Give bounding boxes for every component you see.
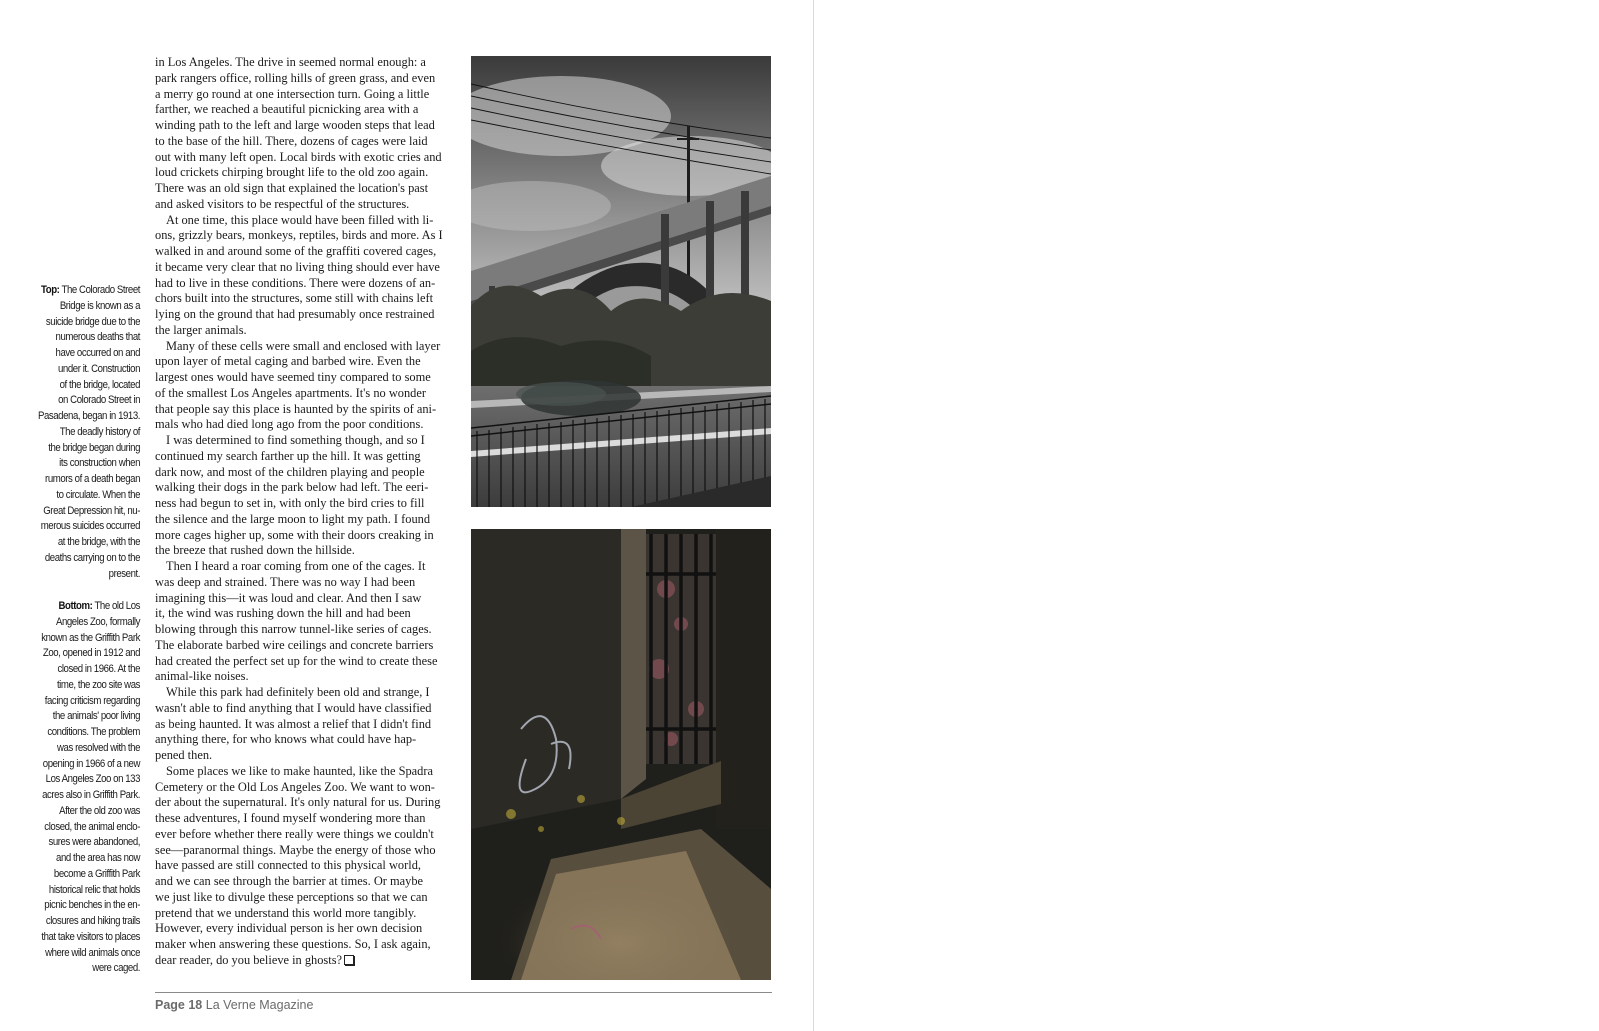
caption-top-line: present.	[108, 567, 140, 580]
caption-top-label: Top:	[41, 284, 60, 296]
caption-bottom-line: and the area has now	[56, 852, 140, 864]
article-line: ness had begun to set in, with only the bird cries to fill	[155, 496, 425, 510]
article-line: see—paranormal things. Maybe the energy of those who	[155, 842, 436, 857]
article-line: upon layer of metal caging and barbed wire. Even the	[155, 354, 421, 369]
caption-bottom-line: facing criticism regarding	[44, 694, 140, 707]
article-line: in Los Angeles. The drive in seemed normal enough: a	[155, 55, 426, 69]
article-line: of the smallest Los Angeles apartments. It's no wonder	[155, 385, 426, 400]
article-line: While this park had definitely been old and strange, I	[166, 685, 430, 699]
caption-bottom-line: closures and hiking trails	[45, 915, 140, 927]
article-line: Cemetery or the Old Los Angeles Zoo. We want to won-	[155, 779, 435, 794]
caption-top	[35, 283, 140, 582]
article-line: animal-like noises.	[155, 669, 249, 684]
caption-top-line: to circulate. When the	[56, 488, 140, 501]
caption-bottom-line: picnic benches in the en-	[44, 899, 140, 912]
caption-bottom-line: time, the zoo site was	[56, 678, 141, 691]
article-line: pretend that we understand this world more tangibly.	[155, 905, 417, 920]
article-line: blowing through this narrow tunnel-like series of cages.	[155, 622, 432, 636]
caption-bottom-line: where wild animals once	[45, 946, 140, 959]
article-line: as being haunted. It was almost a relief that I didn't find	[155, 716, 432, 731]
caption-top-line: numerous deaths that	[55, 331, 140, 344]
article-line: the breeze that rushed down the hillside.	[155, 543, 355, 558]
caption-top-line: Bridge is known as a	[59, 299, 141, 312]
article-line: and asked visitors to be respectful of the structures.	[155, 196, 410, 211]
caption-top-line: of the bridge, located	[59, 378, 140, 391]
caption-top-lines	[35, 283, 140, 582]
end-of-story-icon	[344, 955, 354, 965]
caption-top-line: merous suicides occurred	[40, 520, 140, 533]
caption-bottom-line: historical relic that holds	[48, 883, 140, 896]
article-paragraph	[155, 685, 458, 764]
article-line: There was an old sign that explained the location's past	[155, 181, 429, 195]
caption-top-line: Great Depression hit, nu-	[43, 504, 140, 517]
caption-top-line: have occurred on and	[55, 347, 140, 359]
article-line: However, every individual person is her own decision	[155, 921, 423, 936]
caption-bottom-line: Angeles Zoo, formally	[55, 615, 141, 628]
article-line: to the base of the hill. There, dozens of cages were laid	[155, 133, 428, 148]
article-line: pened then.	[155, 748, 213, 762]
article-line: and we can see through the barrier at times. Or maybe	[155, 874, 424, 888]
article-line: have passed are still connected to this physical world,	[155, 858, 421, 873]
caption-top-line: rumors of a death began	[45, 473, 140, 485]
article-line: lying on the ground that had presumably once restrained	[155, 307, 435, 321]
article-line: I was determined to find something though, and so I	[166, 433, 425, 447]
article-line: ons, grizzly bears, monkeys, reptiles, birds and more. As I	[155, 228, 443, 243]
article-line: largest ones would have seemed tiny compared to some	[155, 370, 431, 384]
article-line: dear reader, do you believe in ghosts?	[155, 953, 458, 969]
caption-bottom-line: sures were abandoned,	[48, 836, 140, 849]
article-line: it became very clear that no living thing should ever have	[155, 259, 440, 274]
article-line: wasn't able to find anything that I would have classified	[155, 700, 432, 715]
caption-top-line: the bridge began during	[48, 441, 141, 454]
caption-bottom-line: become a Griffith Park	[53, 867, 141, 880]
caption-bottom-line: Los Angeles Zoo on 133	[45, 773, 140, 786]
caption-bottom-label: Bottom:	[58, 600, 93, 612]
article-paragraph	[155, 339, 458, 434]
article-line: out with many left open. Local birds with exotic cries and	[155, 149, 442, 164]
article-line: walking their dogs in the park below had left. The eeri-	[155, 480, 429, 495]
caption-bottom-line: closed in 1966. At the	[57, 663, 140, 675]
caption-bottom-line: acres also in Griffith Park.	[42, 789, 140, 801]
caption-top-line: deaths carrying on to the	[44, 551, 141, 564]
article-line: it, the wind was rushing down the hill and had been	[155, 606, 411, 621]
article-paragraph	[155, 433, 458, 559]
article-line: walked in and around some of the graffiti covered cages,	[155, 244, 437, 258]
article-line: was deep and strained. There was no way I had been	[155, 574, 416, 589]
caption-bottom-line: Bottom: The old Los	[58, 600, 140, 612]
caption-bottom-line: opening in 1966 of a new	[42, 757, 140, 770]
article-paragraph	[155, 55, 458, 213]
article-line: maker when answering these questions. So, I ask again,	[155, 937, 431, 951]
article-line: Some places we like to make haunted, like the Spadra	[166, 763, 434, 778]
footer-rule	[155, 992, 772, 993]
caption-top-line: Pasadena, began in 1913.	[37, 410, 140, 422]
article-line: Then I heard a roar coming from one of the cages. It	[166, 559, 426, 573]
article-paragraph	[155, 213, 458, 339]
caption-bottom-line: After the old zoo was	[59, 804, 140, 817]
article-line: continued my search farther up the hill. It was getting	[155, 448, 421, 463]
caption-top-line: The deadly history of	[59, 425, 140, 438]
caption-top-line: under it. Construction	[58, 362, 140, 375]
caption-bottom-lines	[35, 599, 140, 977]
page-gutter-divider	[813, 0, 814, 1031]
publication-name: La Verne Magazine	[202, 998, 314, 1012]
article-line: had created the perfect set up for the wind to create these	[155, 653, 438, 668]
caption-bottom	[35, 599, 140, 977]
article-line: der about the supernatural. It's only natural for us. During	[155, 795, 441, 810]
caption-top-line: on Colorado Street in	[58, 394, 140, 407]
caption-bottom-line: was resolved with the	[57, 741, 140, 754]
article-line: ever before whether there really were things we couldn't	[155, 826, 434, 841]
article-line: the silence and the large moon to light my path. I found	[155, 511, 431, 526]
caption-bottom-line: the animals' poor living	[52, 710, 140, 723]
article-line: the larger animals.	[155, 322, 247, 337]
photo-colorado-street-bridge	[471, 56, 771, 507]
caption-bottom-line: closed, the animal enclo-	[44, 820, 140, 833]
caption-top-line: Top: The Colorado Street	[41, 284, 140, 296]
caption-bottom-line: Zoo, opened in 1912 and	[42, 647, 140, 660]
article-line: we just like to divulge these perceptions so that we can	[155, 889, 428, 904]
article-paragraph	[155, 764, 458, 969]
caption-bottom-line: were caged.	[92, 962, 140, 975]
article-paragraph	[155, 559, 458, 685]
article-line: that people say this place is haunted by the spirits of ani-	[155, 401, 437, 416]
article-line: had to live in these conditions. There were dozens of an-	[155, 275, 436, 290]
article-line: dark now, and most of the children playing and people	[155, 464, 425, 479]
page-footer	[155, 998, 313, 1012]
caption-bottom-line: that take visitors to places	[41, 930, 141, 943]
page-number: Page 18	[155, 998, 203, 1012]
article-line: a merry go round at one intersection turn. Going a little	[155, 86, 430, 101]
article-line: more cages higher up, some with their doors creaking in	[155, 527, 434, 542]
article-line: imagining this—it was loud and clear. And then I saw	[155, 590, 422, 605]
article-line: farther, we reached a beautiful picnicking area with a	[155, 102, 419, 117]
article-line: chors built into the structures, some still with chains left	[155, 291, 434, 306]
photo-old-los-angeles-zoo-cage	[471, 529, 771, 980]
article-line: park rangers office, rolling hills of green grass, and even	[155, 70, 436, 85]
article-line: winding path to the left and large wooden steps that lead	[155, 118, 435, 132]
article-line: Many of these cells were small and enclosed with layer	[166, 338, 441, 353]
article-line: mals who had died long ago from the poor conditions.	[155, 417, 424, 432]
caption-top-line: its construction when	[59, 457, 140, 470]
caption-bottom-line: conditions. The problem	[47, 726, 140, 738]
caption-bottom-line: known as the Griffith Park	[41, 631, 141, 644]
caption-top-line: suicide bridge due to the	[45, 315, 140, 328]
article-line: anything there, for who knows what could have hap-	[155, 732, 417, 747]
article-line: loud crickets chirping brought life to the old zoo again.	[155, 165, 429, 180]
article-line: The elaborate barbed wire ceilings and concrete barriers	[155, 637, 434, 652]
article-line: At one time, this place would have been filled with li-	[166, 212, 434, 227]
caption-top-line: at the bridge, with the	[57, 536, 140, 548]
article-line: these adventures, I found myself wondering more than	[155, 811, 426, 825]
article-body	[155, 55, 458, 969]
